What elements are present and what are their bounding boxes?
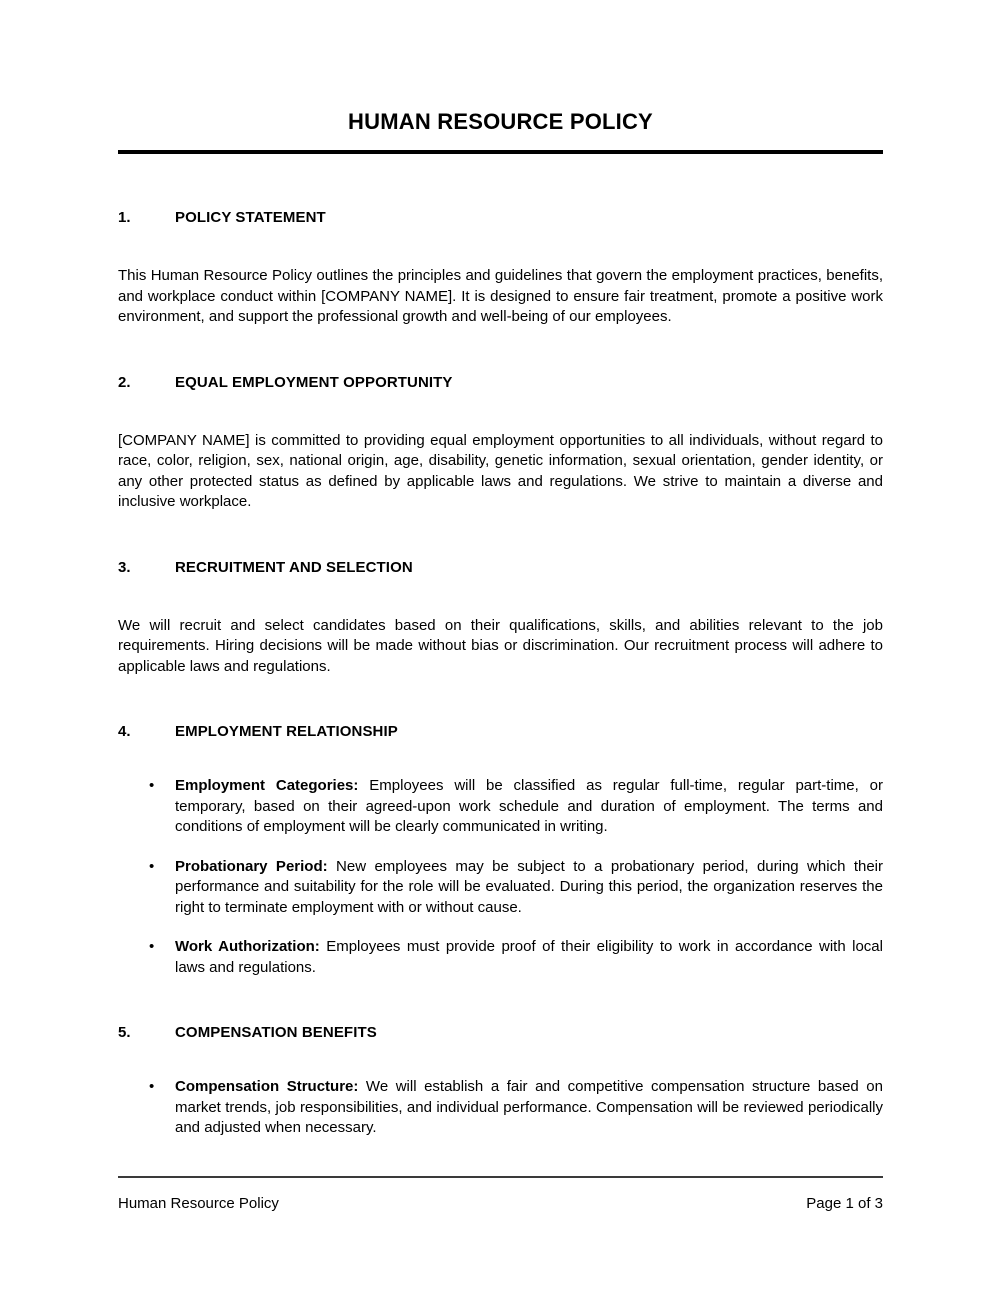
section-paragraph-2: [COMPANY NAME] is committed to providing equal employment opportunities to all individuals, without regard to race, color, religion, sex, national origin, age, disability, genetic information, sexual orientation, gender identity, or any other protected status as defined by applicable laws and regulations. We strive to maintain a diverse and inclusive workplace. bbox=[118, 431, 883, 510]
section-bullet-list-5 bbox=[118, 1077, 883, 1139]
section-heading-4 bbox=[118, 722, 883, 742]
section-title-4: EMPLOYMENT RELATIONSHIP bbox=[175, 723, 398, 740]
section-title-2: EQUAL EMPLOYMENT OPPORTUNITY bbox=[175, 373, 453, 391]
section-paragraph-1: This Human Resource Policy outlines the principles and guidelines that govern the employment practices, benefits, and workplace conduct within [COMPANY NAME]. It is designed to ensure fair treatment, promote a positive work environment, and support the professional growth and well-being of our employees. bbox=[118, 267, 883, 325]
bullet-lead-in: Employment Categories: bbox=[175, 777, 359, 794]
section-number-2: 2. bbox=[118, 373, 131, 391]
bullet-lead-in: Compensation Structure: bbox=[175, 1078, 359, 1095]
section-heading-2 bbox=[118, 373, 883, 393]
bullet-lead-in: Work Authorization: bbox=[175, 938, 320, 955]
bullet-lead-in: Probationary Period: bbox=[175, 857, 328, 875]
section-heading-5 bbox=[118, 1023, 883, 1043]
section-number-4: 4. bbox=[118, 723, 131, 740]
list-item bbox=[118, 776, 883, 838]
footer-row bbox=[118, 1194, 883, 1214]
section-bullet-list-4 bbox=[118, 776, 883, 978]
footer-document-name: Human Resource Policy bbox=[118, 1195, 279, 1212]
section-paragraph-3: We will recruit and select candidates based on their qualifications, skills, and abilities relevant to the job requirements. Hiring decisions will be made without bias or discrimination. Our recruitment process will adhere to applicable laws and regulations. bbox=[118, 616, 883, 675]
bullet-icon: • bbox=[149, 938, 155, 955]
list-item bbox=[118, 937, 883, 978]
section-heading-1 bbox=[118, 208, 883, 228]
page-title: HUMAN RESOURCE POLICY bbox=[348, 109, 653, 134]
footer-divider bbox=[118, 1176, 883, 1178]
bullet-text: Employees must provide proof of their eligibility to work in accordance with local laws and regulations. bbox=[175, 938, 883, 976]
section-title-5: COMPENSATION BENEFITS bbox=[175, 1024, 377, 1041]
section-title-3: RECRUITMENT AND SELECTION bbox=[175, 558, 413, 576]
bullet-text: New employees may be subject to a probationary period, during which their performance and suitability for the role will be evaluated. During this period, the organization reserves the right to terminate employment with or without cause. bbox=[175, 857, 883, 916]
document-body bbox=[118, 0, 883, 1139]
bullet-icon: • bbox=[149, 777, 155, 794]
section-number-3: 3. bbox=[118, 558, 131, 576]
section-number-1: 1. bbox=[118, 209, 131, 226]
page-footer bbox=[118, 1176, 883, 1214]
section-heading-3 bbox=[118, 558, 883, 578]
bullet-text: We will establish a fair and competitive compensation structure based on market trends, job responsibilities, and individual performance. Compensation will be reviewed periodically and adjusted when necessary. bbox=[175, 1078, 883, 1136]
bullet-icon: • bbox=[149, 1078, 155, 1095]
section-title-1: POLICY STATEMENT bbox=[175, 209, 326, 226]
list-item bbox=[118, 1077, 883, 1139]
bullet-text: Employees will be classified as regular full-time, regular part-time, or temporary, based on their agreed-upon work schedule and duration of employment. The terms and conditions of employment will be clearly communicated in writing. bbox=[175, 777, 883, 835]
footer-page-number: Page 1 of 3 bbox=[806, 1195, 883, 1212]
list-item bbox=[118, 857, 883, 919]
title-divider bbox=[118, 150, 883, 154]
bullet-icon: • bbox=[149, 857, 155, 875]
section-number-5: 5. bbox=[118, 1024, 131, 1041]
